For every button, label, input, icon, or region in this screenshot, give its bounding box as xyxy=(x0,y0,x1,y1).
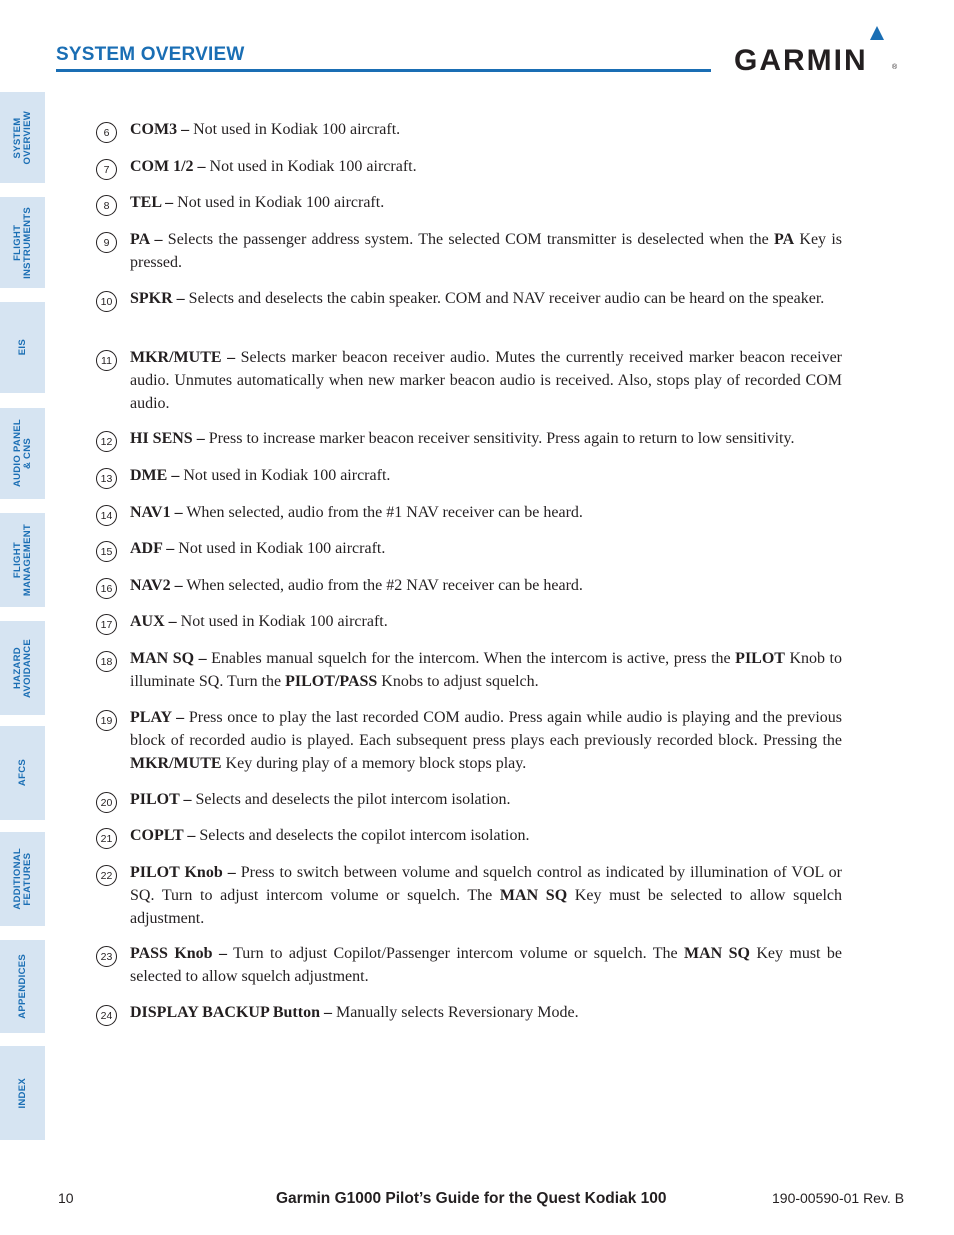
item-description xyxy=(130,538,842,561)
item-description xyxy=(130,229,842,275)
key-name: ADF – xyxy=(130,540,175,557)
key-name: PILOT Knob – xyxy=(130,864,236,881)
tab-label: HAZARD AVOIDANCE xyxy=(11,638,33,698)
page-number: 10 xyxy=(58,1190,74,1206)
key-name: MAN SQ xyxy=(683,945,750,962)
item-description xyxy=(130,192,842,215)
description-text: Key during play of a memory block stops play. xyxy=(221,754,527,772)
item-number-badge: 20 xyxy=(96,792,117,813)
item-description xyxy=(130,502,842,525)
item-number-badge: 15 xyxy=(96,541,117,562)
description-text: Press to increase marker beacon receiver sensitivity. Press again to return to low sensitivity. xyxy=(204,430,795,447)
description-text: When selected, audio from the #2 NAV receiver can be heard. xyxy=(182,577,583,594)
item-number-badge: 7 xyxy=(96,159,117,180)
tab-index[interactable] xyxy=(0,1046,45,1140)
tab-label: FLIGHT MANAGEMENT xyxy=(11,523,33,597)
tab-hazard-avoidance[interactable] xyxy=(0,621,45,715)
key-name: PA xyxy=(774,231,795,248)
item-description xyxy=(130,611,842,634)
item-description xyxy=(130,465,842,488)
section-tabs xyxy=(0,0,45,1235)
tab-appendices[interactable] xyxy=(0,940,45,1033)
key-name: COM3 – xyxy=(130,121,190,138)
tab-label: APPENDICES xyxy=(16,954,28,1019)
key-name: HI SENS – xyxy=(130,430,205,447)
tab-additional-features[interactable] xyxy=(0,832,45,926)
key-name: PILOT xyxy=(735,650,785,667)
item-description xyxy=(130,347,842,415)
key-name: DME – xyxy=(130,467,180,484)
item-number-badge: 10 xyxy=(96,291,117,312)
item-description xyxy=(130,156,842,179)
description-text: Turn to adjust Copilot/Passenger intercom volume or squelch. The xyxy=(226,945,684,962)
key-name: MKR/MUTE xyxy=(130,754,222,772)
tab-afcs[interactable] xyxy=(0,726,45,820)
item-number-badge: 19 xyxy=(96,710,117,731)
item-number-badge: 11 xyxy=(96,350,117,371)
item-description xyxy=(130,862,842,930)
description-text: Knob to illuminate SQ. Turn the xyxy=(130,650,843,690)
description-text: Key must be selected to allow squelch adjustment. xyxy=(130,886,842,927)
tab-label: EIS xyxy=(16,339,28,356)
key-name: PILOT/PASS xyxy=(285,672,378,690)
description-text: Knobs to adjust squelch. xyxy=(377,672,539,690)
description-text: Selects and deselects the cabin speaker. COM and NAV receiver audio can be heard on the speaker. xyxy=(184,290,825,307)
item-number-badge: 16 xyxy=(96,578,117,599)
tab-label: AFCS xyxy=(16,759,28,787)
item-description xyxy=(130,648,842,694)
key-name: COPLT – xyxy=(130,827,196,844)
item-description xyxy=(130,1002,842,1025)
garmin-triangle-icon xyxy=(870,26,884,40)
key-name: TEL – xyxy=(130,194,174,211)
header-rule xyxy=(56,69,711,72)
description-text: Enables manual squelch for the intercom. When the intercom is active, press the xyxy=(206,650,736,667)
section-title: SYSTEM OVERVIEW xyxy=(56,44,245,65)
description-text: Key must be selected to allow squelch adjustment. xyxy=(130,945,842,985)
key-name: NAV1 – xyxy=(130,504,183,521)
item-number-badge: 8 xyxy=(96,195,117,216)
item-description xyxy=(130,119,842,142)
description-text: Selects and deselects the pilot intercom isolation. xyxy=(191,791,511,808)
tab-label: FLIGHT INSTRUMENTS xyxy=(11,206,33,279)
key-name: DISPLAY BACKUP Button – xyxy=(130,1004,332,1021)
key-name: PA – xyxy=(130,231,163,248)
description-text: Press once to play the last recorded COM audio. Press again while audio is playing and the previous block of recorded audio is played. Each subsequent press plays each previously recorded block. Pressing the xyxy=(130,709,842,749)
description-text: Key is pressed. xyxy=(130,231,842,271)
key-name: MAN SQ – xyxy=(130,650,207,667)
registered-mark: ® xyxy=(892,64,898,71)
description-text: When selected, audio from the #1 NAV receiver can be heard. xyxy=(182,504,583,521)
description-text: Selects the passenger address system. The selected COM transmitter is deselected when the xyxy=(162,231,774,248)
description-text: Manually selects Reversionary Mode. xyxy=(331,1004,579,1021)
description-text: Not used in Kodiak 100 aircraft. xyxy=(176,613,388,630)
item-description xyxy=(130,943,842,989)
key-name: PLAY – xyxy=(130,709,185,726)
document-number: 190-00590-01 Rev. B xyxy=(772,1190,905,1206)
item-description xyxy=(130,428,842,451)
description-text: Not used in Kodiak 100 aircraft. xyxy=(173,194,385,211)
brand-name: GARMIN xyxy=(734,44,868,77)
key-name: COM 1/2 – xyxy=(130,158,206,175)
item-number-badge: 24 xyxy=(96,1005,117,1026)
key-name: PILOT – xyxy=(130,791,192,808)
tab-audio-panel-cns[interactable] xyxy=(0,408,45,499)
tab-label: ADDITIONAL FEATURES xyxy=(11,848,33,910)
key-name: AUX – xyxy=(130,613,177,630)
garmin-logo xyxy=(734,26,898,78)
description-text: Press to switch between volume and squelch control as indicated by illumination of VOL or SQ. Turn to adjust intercom volume or squelch. The xyxy=(130,864,843,904)
key-name: PASS Knob – xyxy=(130,945,227,962)
description-text: Selects marker beacon receiver audio. Mutes the currently received marker beacon receiver audio. Unmutes automatically when new marker beacon audio is received. Also, stops play of recorded COM audio. xyxy=(130,349,843,412)
item-number-badge: 23 xyxy=(96,946,117,967)
item-number-badge: 14 xyxy=(96,505,117,526)
item-number-badge: 22 xyxy=(96,865,117,886)
item-description xyxy=(130,288,842,311)
tab-label: INDEX xyxy=(16,1077,28,1109)
tab-system-overview[interactable] xyxy=(0,92,45,183)
item-number-badge: 18 xyxy=(96,651,117,672)
tab-label: SYSTEM OVERVIEW xyxy=(11,110,33,165)
description-text: Not used in Kodiak 100 aircraft. xyxy=(205,158,417,175)
item-number-badge: 13 xyxy=(96,468,117,489)
item-description xyxy=(130,825,842,848)
item-number-badge: 21 xyxy=(96,828,117,849)
item-description xyxy=(130,707,842,775)
description-text: Not used in Kodiak 100 aircraft. xyxy=(189,121,401,138)
description-text: Not used in Kodiak 100 aircraft. xyxy=(174,540,386,557)
item-number-badge: 12 xyxy=(96,431,117,452)
tab-label: AUDIO PANEL & CNS xyxy=(11,419,33,488)
description-text: Selects and deselects the copilot intercom isolation. xyxy=(195,827,530,844)
tab-eis[interactable] xyxy=(0,302,45,393)
item-number-badge: 17 xyxy=(96,614,117,635)
key-name: SPKR – xyxy=(130,290,185,307)
key-name: NAV2 – xyxy=(130,577,183,594)
item-description xyxy=(130,789,842,812)
key-name: MKR/MUTE – xyxy=(130,349,236,366)
item-number-badge: 6 xyxy=(96,122,117,143)
item-description xyxy=(130,575,842,598)
item-number-badge: 9 xyxy=(96,232,117,253)
description-text: Not used in Kodiak 100 aircraft. xyxy=(179,467,391,484)
key-name: MAN SQ xyxy=(499,886,568,904)
tab-flight-instruments[interactable] xyxy=(0,197,45,288)
tab-flight-management[interactable] xyxy=(0,513,45,607)
document-title: Garmin G1000 Pilot’s Guide for the Quest Kodiak 100 xyxy=(276,1190,667,1207)
